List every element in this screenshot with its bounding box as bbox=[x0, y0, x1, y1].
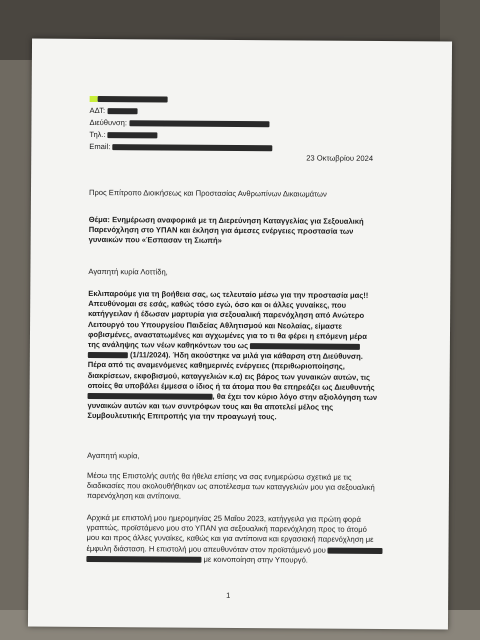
address-label: Διεύθυνση: bbox=[89, 117, 128, 128]
email-row bbox=[89, 142, 272, 153]
redaction bbox=[88, 393, 213, 400]
email-label: Email: bbox=[89, 141, 111, 152]
paragraph-plea bbox=[87, 289, 406, 424]
redaction bbox=[86, 556, 201, 563]
paragraph-initial-complaint bbox=[86, 513, 416, 566]
text-line: μου και προς άλλες γυναίκες, καθώς και για αντίποινα και εργασιακή παρενόχληση με bbox=[86, 533, 374, 545]
letter-page bbox=[28, 39, 452, 630]
redaction bbox=[98, 96, 168, 102]
text-line: διακρίσεων, εκφοβισμού, καταγγελιών κ.α) εις βάρος των γυναικών αυτών, τις bbox=[87, 370, 370, 382]
phone-label: Τηλ.: bbox=[89, 129, 106, 140]
text-line: φοβισμένες, αναστατωμένες και αγχωμένες για το τι θα φέρει η επόμενη μέρα bbox=[87, 329, 367, 341]
subject-line: Παρενόχληση στο ΥΠΑΝ και έκληση για άμεσες ενέργειες προστασία των bbox=[88, 225, 354, 236]
recipient: Προς Επίτροπο Διοικήσεως και Προστασίας Ανθρωπίνων Δικαιωμάτων bbox=[88, 187, 327, 199]
text-line: Εκλιπαρούμε για τη βοήθεια σας, ως τελευταίο μέσω για την προστασία μας!! bbox=[88, 288, 369, 300]
letter-date: 23 Οκτωβρίου 2024 bbox=[306, 153, 374, 163]
phone-row bbox=[89, 130, 158, 141]
text-line: οποίες θα υποβάλει έμμεσα ο ίδιος ή τα άτομα που θα επηρεάζει ως Διευθυντής bbox=[87, 380, 375, 392]
text-line: Μέσω της Επιστολής αυτής θα ήθελα επίσης να σας ενημερώσω σχετικά με τις bbox=[86, 470, 352, 482]
text-line: γυναικών αυτών και των συντρόφων τους και θα αποτελεί μέλος της bbox=[87, 401, 334, 412]
text-fragment: (1/11/2024). Ήδη ακούστηκε να μιλά για κάθαρση στη Διεύθυνση. bbox=[129, 350, 363, 362]
text-line: Συμβουλευτικής Επιτροπής για την προαγωγή τους. bbox=[87, 411, 277, 422]
text-line: διαδικασίες που ακολουθήθηκαν ως αποτέλεσμα των καταγγελιών μου για σεξουαλική bbox=[86, 481, 375, 493]
redaction bbox=[108, 132, 158, 138]
redaction bbox=[129, 120, 269, 127]
redaction bbox=[113, 144, 273, 151]
greeting: Αγαπητή κυρία Λοττίδη, bbox=[88, 266, 168, 277]
text-line: Απευθύνομαι σε εσάς, καθώς τόσο εγώ, όσο και οι άλλες γυναίκες, που bbox=[88, 299, 347, 310]
redaction bbox=[107, 108, 137, 114]
text-fragment: γραπτώς, προϊστάμενο μου στο ΥΠΑΝ για σεξουαλική παρενόχληση προς το άτομό bbox=[86, 523, 367, 535]
address-row bbox=[89, 118, 269, 129]
redaction bbox=[88, 352, 128, 358]
paragraph-procedures bbox=[87, 471, 417, 504]
redaction bbox=[328, 547, 383, 553]
adt-row bbox=[90, 106, 138, 117]
sender-name bbox=[90, 94, 168, 105]
text-line: Αρχικά με επιστολή μου ημερομηνίας 25 Μαΐου 2023, κατήγγειλα για πρώτη φορά bbox=[86, 512, 361, 524]
greeting: Αγαπητή κυρία, bbox=[87, 450, 140, 461]
text-line: κατήγγειλαν ή έδωσαν μαρτυρία για σεξουαλική παρενόχληση από Ανώτερο bbox=[88, 309, 365, 321]
highlight-mark bbox=[90, 96, 98, 102]
text-line: παρενόχληση και αντίποινα. bbox=[86, 491, 182, 501]
redaction bbox=[250, 343, 360, 350]
adt-label: ΑΔΤ: bbox=[89, 105, 106, 116]
text-line: Πέρα από τις αναμενόμενες καθημερινές ενέργειες (περιθωριοποίησης, bbox=[87, 360, 345, 372]
subject-block bbox=[89, 215, 407, 248]
text-line: Λειτουργό του Υπουργείου Παιδείας Αθλητισμού και Νεολαίας, είμαστε bbox=[88, 319, 343, 331]
text-fragment: της ανάληψης των νέων καθηκόντων του ως bbox=[87, 339, 249, 351]
text-fragment: με κοινοποίηση στην Υπουργό. bbox=[203, 554, 308, 565]
subject-line: γυναικών που «Έσπασαν τη Σιωπή» bbox=[88, 235, 222, 246]
subject-line: Θέμα: Ενημέρωση αναφορικά με τη Διερεύνηση Καταγγελίας για Σεξουαλική bbox=[88, 214, 364, 226]
text-fragment: , θα έχει τον κύριο λόγο στην αξιολόγηση των bbox=[212, 391, 378, 402]
page-number: 1 bbox=[226, 590, 231, 600]
text-fragment: έμφυλη διάσταση. Η επιστολή μου απευθυνόταν στον προϊστάμενό μου bbox=[86, 543, 326, 555]
